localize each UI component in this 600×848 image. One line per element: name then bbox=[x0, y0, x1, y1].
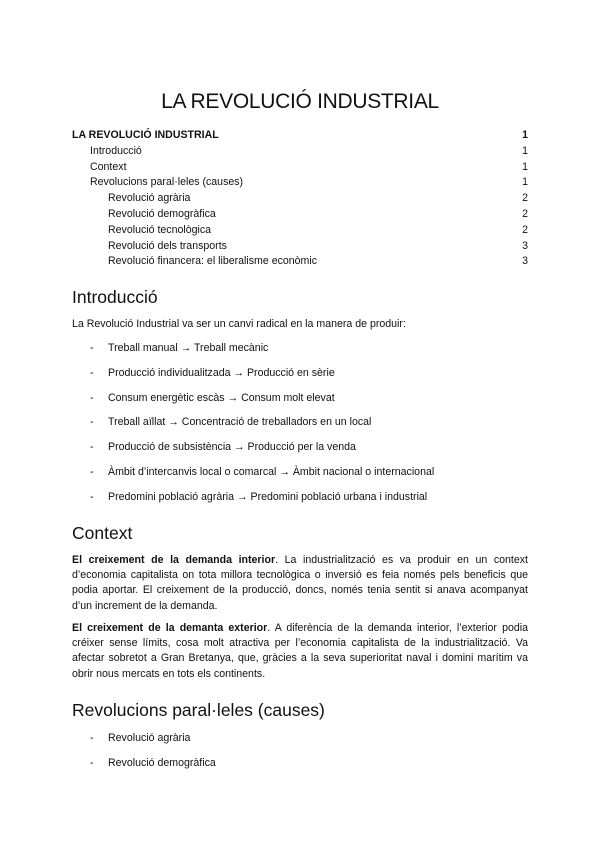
toc-entry-page: 3 bbox=[522, 255, 528, 268]
toc-entry-title: Revolució financera: el liberalisme econòmic bbox=[108, 255, 318, 268]
toc-entry[interactable] bbox=[72, 239, 528, 255]
toc-entry-title: Introducció bbox=[90, 144, 142, 157]
list-item: - Consum energètic escàs → Consum molt elevat bbox=[90, 391, 335, 404]
list-item: - Producció de subsistència → Producció per la venda bbox=[90, 441, 356, 454]
toc-entry[interactable] bbox=[72, 128, 528, 144]
toc-entry-page: 2 bbox=[522, 192, 528, 205]
section-heading-context: Context bbox=[72, 523, 133, 543]
toc-entry-title: Revolució dels transports bbox=[108, 239, 227, 252]
toc-entry-title: Revolució tecnològica bbox=[108, 223, 212, 236]
context-paragraph-exterior: El creixement de la demanta exterior. A diferència de la demanda interior, l’exterior podia créixer sense límits, cosa molt atractiva per l’economia capitalista de la industrialització. Va afectar sobretot a Gran Bretanya, que, gràcies a la seva superioritat naval i domini marítim va obrir nous mercats en tots els continents. bbox=[72, 622, 528, 680]
toc-entry[interactable] bbox=[72, 191, 528, 207]
toc-entry-page: 1 bbox=[522, 176, 528, 189]
list-item: - Àmbit d’intercanvis local o comarcal → Àmbit nacional o internacional bbox=[90, 465, 435, 478]
toc-entry-title: Revolució agrària bbox=[108, 192, 191, 205]
toc-entry-title: Context bbox=[90, 160, 127, 173]
toc-entry-title: Revolucions paral·leles (causes) bbox=[90, 176, 244, 189]
list-item: - Producció individualitzada → Producció en sèrie bbox=[90, 366, 335, 379]
intro-change-list bbox=[72, 341, 528, 505]
document-title: LA REVOLUCIÓ INDUSTRIAL bbox=[161, 90, 439, 113]
list-item: - Treball manual → Treball mecànic bbox=[90, 342, 269, 354]
toc-entry-page: 2 bbox=[522, 207, 528, 220]
toc-entry[interactable] bbox=[72, 144, 528, 160]
toc-entry[interactable] bbox=[72, 254, 528, 270]
intro-lead-paragraph: La Revolució Industrial va ser un canvi radical en la manera de produir: bbox=[72, 318, 406, 330]
toc-entry[interactable] bbox=[72, 223, 528, 239]
section-heading-introduccio: Introducció bbox=[72, 287, 158, 307]
toc-entry-page: 1 bbox=[522, 129, 528, 141]
table-of-contents bbox=[72, 128, 528, 270]
list-item: - Predomini població agrària → Predomini població urbana i industrial bbox=[90, 490, 428, 503]
toc-entry-page: 1 bbox=[522, 160, 528, 173]
toc-entry[interactable] bbox=[72, 175, 528, 191]
toc-entry-title: Revolució demogràfica bbox=[108, 207, 216, 220]
toc-entry-page: 1 bbox=[522, 144, 528, 157]
parallel-revolutions-list bbox=[72, 731, 528, 771]
toc-entry-page: 3 bbox=[522, 239, 528, 252]
toc-entry-title: LA REVOLUCIÓ INDUSTRIAL bbox=[72, 129, 219, 141]
section-heading-revolucions: Revolucions paral·leles (causes) bbox=[72, 700, 325, 720]
toc-entry[interactable] bbox=[72, 207, 528, 223]
list-item: - Revolució agrària bbox=[90, 732, 191, 744]
list-item: - Treball aïllat → Concentració de treballadors en un local bbox=[90, 416, 372, 429]
context-paragraph-interior: El creixement de la demanda interior. La industrialització es va produir en un context d’economia capitalista on tota millora tecnològica o inversió es feia només pels beneficis que podia aportar. El creixement de la producció, doncs, només tenia sentit si anava acompanyat d’un increment de la demanda. bbox=[72, 554, 528, 612]
toc-entry-page: 2 bbox=[522, 223, 528, 236]
list-item: - Revolució demogràfica bbox=[90, 756, 216, 769]
toc-entry[interactable] bbox=[72, 160, 528, 176]
